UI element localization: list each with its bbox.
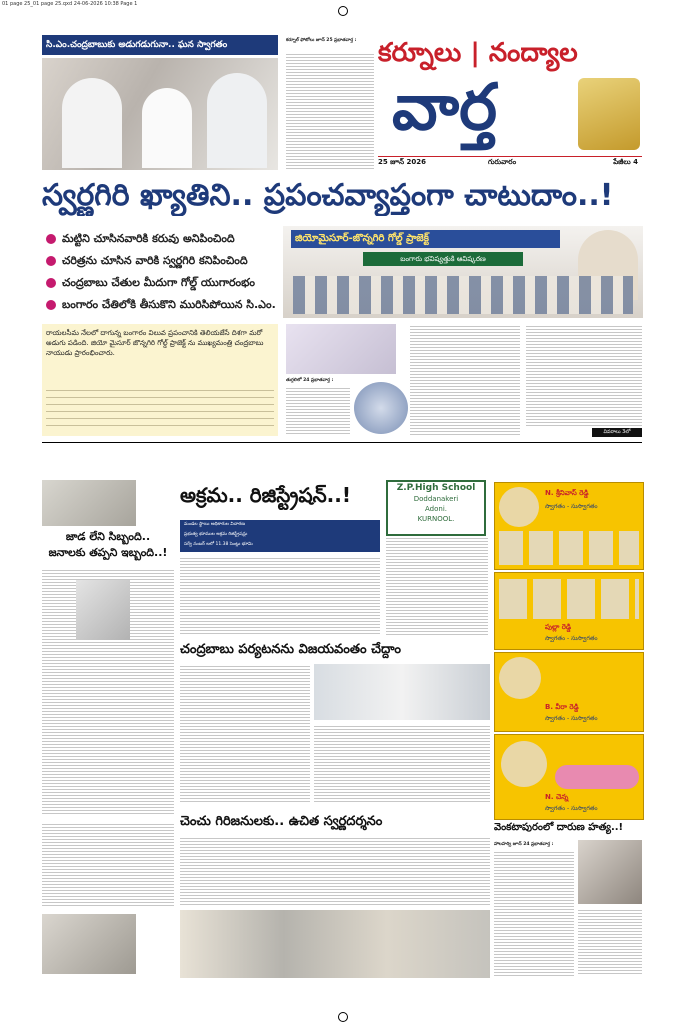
chenchu-body bbox=[180, 836, 490, 906]
murder-headline: వెంకటాపురంలో దారుణ హత్య..! bbox=[494, 822, 624, 833]
story-column-3 bbox=[526, 324, 642, 428]
divider bbox=[42, 442, 642, 443]
lead-text: రాయలసీమ నేలలో దాగున్న బంగారం విలువ ప్రపంచానికి తెలియజేసే దిశగా మరో అడుగు పడింది. జియో మైసూర్ జొన్నగిరి గోల్డ్ ప్రాజెక్ట్ ను ముఖ్యమంత్రి చంద్రబాబు నాయుడు ప్రారంభించారు. bbox=[46, 329, 264, 357]
gold-inspection-photo bbox=[354, 382, 408, 434]
ad-name: N. చెన్న bbox=[545, 793, 569, 801]
cbn-tour-headline-box bbox=[180, 640, 490, 660]
chenchu-headline-box bbox=[180, 812, 490, 832]
masthead-region: కర్నూలు | నంద్యాల bbox=[378, 38, 578, 68]
ad-name: పుల్లా రెడ్డి bbox=[545, 623, 572, 631]
registration-headline-box bbox=[180, 480, 380, 510]
top-story-headline: సి.ఎం.చంద్రబాబుకు అడుగడుగునా.. ఘన స్వాగతం bbox=[46, 40, 228, 50]
top-story-dateline: కర్నూల్ ఫోటోలు జూన్ 25 ప్రభాతవార్త : bbox=[286, 38, 357, 43]
bullet-item: చంద్రబాబు చేతుల మీదుగా గోల్డ్ యుగారంభం bbox=[46, 276, 278, 292]
ad-greeting bbox=[494, 482, 644, 570]
school-sign-district: KURNOOL. bbox=[417, 515, 455, 523]
ad-name: B. వీరా రెడ్డి bbox=[545, 703, 579, 711]
office-photo bbox=[42, 480, 136, 526]
registration-headline: అక్రమ.. రిజిస్ట్రేషన్..! bbox=[180, 483, 351, 507]
ad-name: N. శ్రీనివాస్ రెడ్డి bbox=[545, 489, 589, 497]
murder-dateline: హాలహర్వి జూన్ 24 ప్రభాతవార్త : bbox=[494, 842, 554, 847]
cm-event-photo bbox=[286, 324, 396, 374]
registration-body bbox=[180, 556, 380, 636]
ad-greeting-text: స్వాగతం - సుస్వాగతం bbox=[545, 635, 598, 642]
cbn-tour-headline: చంద్రబాబు పర్యటనను విజయవంతం చేద్దాం bbox=[180, 642, 401, 657]
story-column-2 bbox=[410, 324, 520, 436]
building-photo bbox=[76, 580, 130, 640]
print-header: 01 page 25_01 page 25.qxd 24-06-2026 10:38 Page 1 bbox=[2, 1, 138, 7]
gold-banner-title: జియోమైసూర్-జొన్నగిరి గోల్డ్ ప్రాజెక్ట్ bbox=[291, 230, 560, 248]
school-sign-village: Doddanakeri bbox=[413, 495, 459, 503]
ad-greeting-text: స్వాగతం - సుస్వాగతం bbox=[545, 503, 598, 510]
registration-mark-bottom bbox=[338, 1012, 348, 1022]
registration-mark bbox=[338, 6, 348, 16]
murder-body-2 bbox=[578, 908, 642, 976]
registration-points bbox=[180, 520, 380, 552]
ad-greeting bbox=[494, 652, 644, 732]
chenchu-headline: చెంచు గిరిజనులకు.. ఉచిత స్వర్ణదర్శనం bbox=[180, 814, 383, 829]
photo-caption: తుగ్గలిలో 24 ప్రభాతవార్త : bbox=[286, 378, 334, 383]
murder-body bbox=[494, 850, 574, 976]
masthead bbox=[378, 38, 642, 168]
chenchu-photo bbox=[180, 910, 490, 978]
cbn-tour-body bbox=[180, 664, 310, 804]
more-link[interactable]: వివరాలు 3లో bbox=[592, 428, 642, 437]
bullet-item: మట్టిని చూసినవారికి కరువు అనిపించింది bbox=[46, 232, 278, 248]
gold-crown-image bbox=[578, 78, 640, 150]
gold-project-photo bbox=[283, 226, 643, 318]
school-sign-mandal: Adoni. bbox=[425, 505, 447, 513]
murder-headline-box bbox=[494, 820, 642, 836]
school-sign-name: Z.P.High School bbox=[396, 483, 476, 493]
caption-body bbox=[286, 386, 350, 434]
masthead-pages: పేజీలు 4 bbox=[613, 158, 638, 166]
cbn-tour-photo bbox=[314, 664, 490, 720]
registration-point: సర్వే నంబర్ లలో 11.38 సెంట్లు భూమి bbox=[184, 542, 253, 547]
masthead-name: వార్త bbox=[392, 70, 498, 145]
jada-subheadline: జనాలకు తప్పని ఇబ్బంది..! bbox=[48, 546, 168, 559]
cbn-tour-body-2 bbox=[314, 724, 490, 804]
gold-banner-subtitle: బంగారు భవిష్యత్తుకి ఆవిష్కరణ bbox=[363, 252, 523, 266]
jada-body-2 bbox=[42, 822, 174, 908]
registration-body-2 bbox=[386, 536, 488, 636]
bullet-list bbox=[46, 232, 278, 322]
ad-greeting bbox=[494, 734, 644, 820]
registration-point: ప్రభుత్వ భూముల అక్రమ రిజిస్ట్రేషన్లు bbox=[184, 532, 248, 537]
jada-headline: జాడ లేని సిబ్బంది.. bbox=[65, 530, 151, 543]
lead-box bbox=[42, 324, 278, 436]
classroom-photo bbox=[42, 914, 136, 974]
masthead-day: గురువారం bbox=[488, 158, 517, 166]
masthead-date: 25 జూన్ 2026 bbox=[378, 158, 426, 166]
ad-greeting-text: స్వాగతం - సుస్వాగతం bbox=[545, 715, 598, 722]
jada-headline-block bbox=[42, 530, 174, 562]
top-story-body bbox=[286, 52, 374, 170]
banner-headline-box bbox=[42, 176, 642, 216]
ad-greeting bbox=[494, 572, 644, 650]
top-story-headline-bar bbox=[42, 35, 278, 55]
top-story-photo bbox=[42, 58, 278, 170]
registration-point: మండల స్థాయి అధికారుల విచారణ bbox=[184, 522, 245, 527]
victim-photo bbox=[578, 840, 642, 904]
banner-headline: స్వర్ణగిరి ఖ్యాతిని.. ప్రపంచవ్యాప్తంగా చాటుదాం..! bbox=[42, 178, 614, 213]
bullet-item: చరిత్రను చూసిన వారికి స్వర్ణగిరి కనిపించింది bbox=[46, 254, 278, 270]
school-sign bbox=[386, 480, 486, 536]
bullet-item: బంగారం చేతిలోకి తీసుకొని మురిసిపోయిన సి.ఎం. bbox=[46, 298, 278, 314]
ad-greeting-text: స్వాగతం - సుస్వాగతం bbox=[545, 805, 598, 812]
